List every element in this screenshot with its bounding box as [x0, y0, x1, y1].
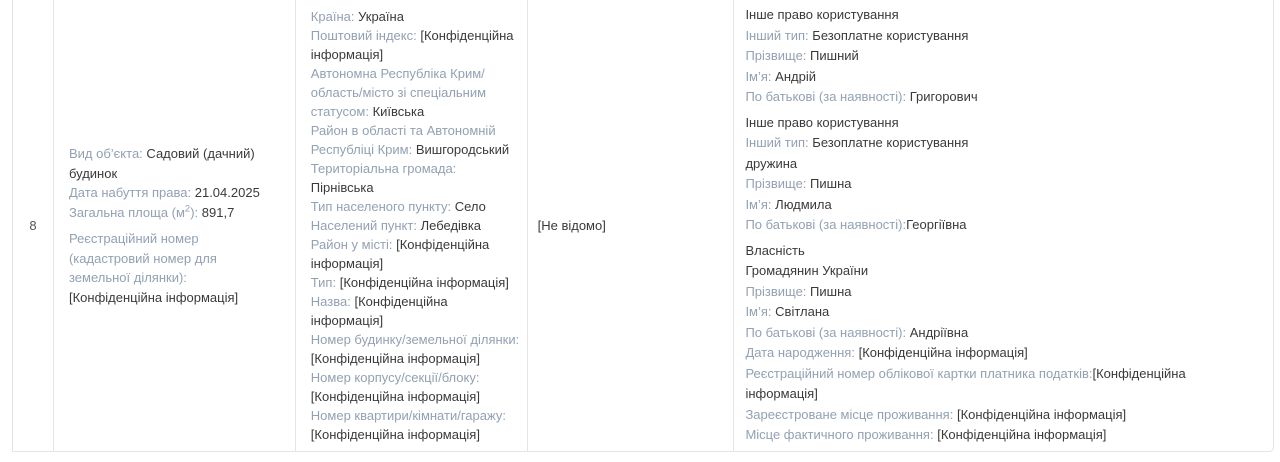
address-field-apartment-number — [311, 406, 523, 444]
field-label: По батькові (за наявності): — [745, 217, 907, 233]
field-value: дружина — [745, 155, 798, 171]
address-field-settlement — [311, 216, 523, 235]
right-section-other-use-1 — [745, 5, 1249, 108]
field-label: Автономна Республіка Крим/область/місто зі спеціальним статусом: — [310, 66, 487, 119]
address-field-community — [311, 159, 523, 197]
field-label: Дата народження: — [745, 345, 855, 361]
field-value: Пишний — [810, 48, 859, 64]
field-value: [Конфіденційна інформація] — [937, 427, 1107, 443]
right-section-ownership — [745, 241, 1249, 446]
right-field-name — [745, 195, 1249, 216]
field-label: По батькові (за наявності): — [745, 324, 907, 340]
field-label: Прізвище: — [745, 176, 807, 192]
field-registration-number — [69, 229, 270, 307]
field-label: Тип: — [310, 275, 337, 290]
status-cell — [527, 0, 734, 451]
field-value: [Конфіденційна інформація] — [68, 289, 239, 305]
right-field-tax-number — [745, 364, 1249, 405]
field-value: [Конфіденційна інформація] — [310, 237, 490, 271]
field-label: Вид об’єкта: — [68, 146, 143, 161]
field-value: [Конфіденційна інформація] — [310, 28, 514, 62]
right-field-patronymic — [745, 87, 1249, 108]
field-label: Інший тип: — [745, 27, 809, 43]
field-label: Територіальна громада: — [310, 161, 457, 176]
field-label: Зареєстроване місце проживання: — [745, 406, 954, 422]
field-value: Андрій — [775, 68, 816, 84]
status-value: [Не відомо] — [537, 217, 606, 233]
right-field-actual-residence — [745, 425, 1249, 446]
address-field-street-type — [311, 273, 523, 292]
field-label: Населений пункт: — [310, 218, 417, 233]
right-field-surname — [745, 282, 1249, 303]
address-field-region — [311, 64, 523, 121]
right-subtitle: Громадянин України — [745, 263, 869, 279]
right-field-birth-date — [745, 343, 1249, 364]
field-label: Поштовий індекс: — [310, 28, 417, 43]
field-value: [Конфіденційна інформація] — [858, 345, 1028, 361]
field-value: Пишна — [810, 176, 852, 192]
right-field-registered-residence — [745, 405, 1249, 426]
address-field-city-district — [311, 235, 523, 273]
field-label: Тип населеного пункту: — [310, 199, 452, 214]
field-value: [Конфіденційна інформація] — [310, 389, 480, 404]
superscript: 2 — [184, 203, 191, 215]
address-field-settlement-type — [311, 197, 523, 216]
field-total-area — [69, 203, 270, 223]
right-field-surname — [745, 46, 1249, 67]
address-field-postal-code — [311, 26, 523, 64]
field-value: [Конфіденційна інформація] — [339, 275, 509, 290]
field-value: [Конфіденційна інформація] — [745, 365, 1186, 402]
field-value: 21.04.2025 — [194, 185, 260, 200]
field-object-type — [69, 144, 270, 183]
address-cell — [295, 0, 527, 451]
field-label: Ім’я: — [745, 196, 772, 212]
field-label: Інший тип: — [745, 135, 809, 151]
field-label: Реєстраційний номер облікової картки платника податків: — [745, 365, 1093, 381]
field-acquisition-date — [69, 183, 270, 203]
field-value: [Конфіденційна інформація] — [310, 351, 480, 366]
rights-cell — [733, 0, 1273, 451]
field-value: Безоплатне користування — [812, 27, 969, 43]
field-label: Номер будинку/земельної ділянки: — [310, 332, 520, 347]
field-value: Україна — [358, 9, 404, 24]
field-label: По батькові (за наявності): — [745, 89, 907, 105]
address-field-country — [311, 7, 523, 26]
field-value: Георгіївна — [906, 217, 967, 233]
field-value: 891,7 — [201, 204, 235, 220]
field-value: Київська — [372, 104, 425, 119]
right-field-patronymic — [745, 323, 1249, 344]
right-field-patronymic — [745, 215, 1249, 236]
field-value: Пірнівська — [310, 180, 374, 195]
field-label: Прізвище: — [745, 283, 807, 299]
right-field-name — [745, 302, 1249, 323]
field-label: Ім’я: — [745, 68, 772, 84]
right-section-other-use-2 — [745, 113, 1249, 236]
field-value: Безоплатне користування — [812, 135, 969, 151]
field-label: Дата набуття права: — [68, 185, 192, 200]
field-value: Вишгородський — [415, 142, 510, 157]
field-label: Район у місті: — [310, 237, 393, 252]
field-value: Світлана — [775, 304, 830, 320]
address-field-building-number — [311, 368, 523, 406]
field-value: [Конфіденційна інформація] — [310, 294, 448, 328]
field-label: Назва: — [310, 294, 351, 309]
registry-table — [12, 0, 1274, 452]
field-label: Країна: — [310, 9, 355, 24]
field-value: Григорович — [909, 89, 978, 105]
field-label: Номер корпусу/секції/блоку: — [310, 370, 480, 385]
field-label: Район в області та Автономній Республіці Крим: — [310, 123, 496, 157]
right-field-other-type — [745, 133, 1249, 154]
field-label: Прізвище: — [745, 48, 807, 64]
address-field-street-name — [311, 292, 523, 330]
field-value: Село — [454, 199, 486, 214]
address-field-district — [311, 121, 523, 159]
field-value: Лебедівка — [420, 218, 482, 233]
right-field-other-type — [745, 26, 1249, 47]
object-info-cell — [53, 0, 295, 451]
field-label: Місце фактичного проживання: — [745, 427, 934, 443]
field-value: Людмила — [775, 196, 832, 212]
right-title: Власність — [745, 242, 805, 258]
field-value: Пишна — [810, 283, 852, 299]
field-value: Садовий (дачний) будинок — [68, 146, 255, 181]
right-field-relation — [745, 154, 1249, 175]
field-value: [Конфіденційна інформація] — [310, 427, 480, 442]
field-label: Загальна площа $(м^2)$: — [68, 203, 199, 220]
right-field-surname — [745, 174, 1249, 195]
field-value: [Конфіденційна інформація] — [956, 406, 1127, 422]
field-label: Реєстраційний номер (кадастровий номер для земельної ділянки): — [68, 231, 217, 285]
right-title: Інше право користування — [745, 7, 899, 23]
field-label: Номер квартири/кімнати/гаражу: — [310, 408, 506, 423]
address-field-house-number — [311, 330, 523, 368]
field-value: Андріївна — [909, 324, 969, 340]
field-label: Ім’я: — [745, 304, 772, 320]
right-field-name — [745, 67, 1249, 88]
row-number-cell — [12, 0, 53, 451]
row-number: 8 — [29, 218, 37, 233]
right-title: Інше право користування — [745, 114, 899, 130]
